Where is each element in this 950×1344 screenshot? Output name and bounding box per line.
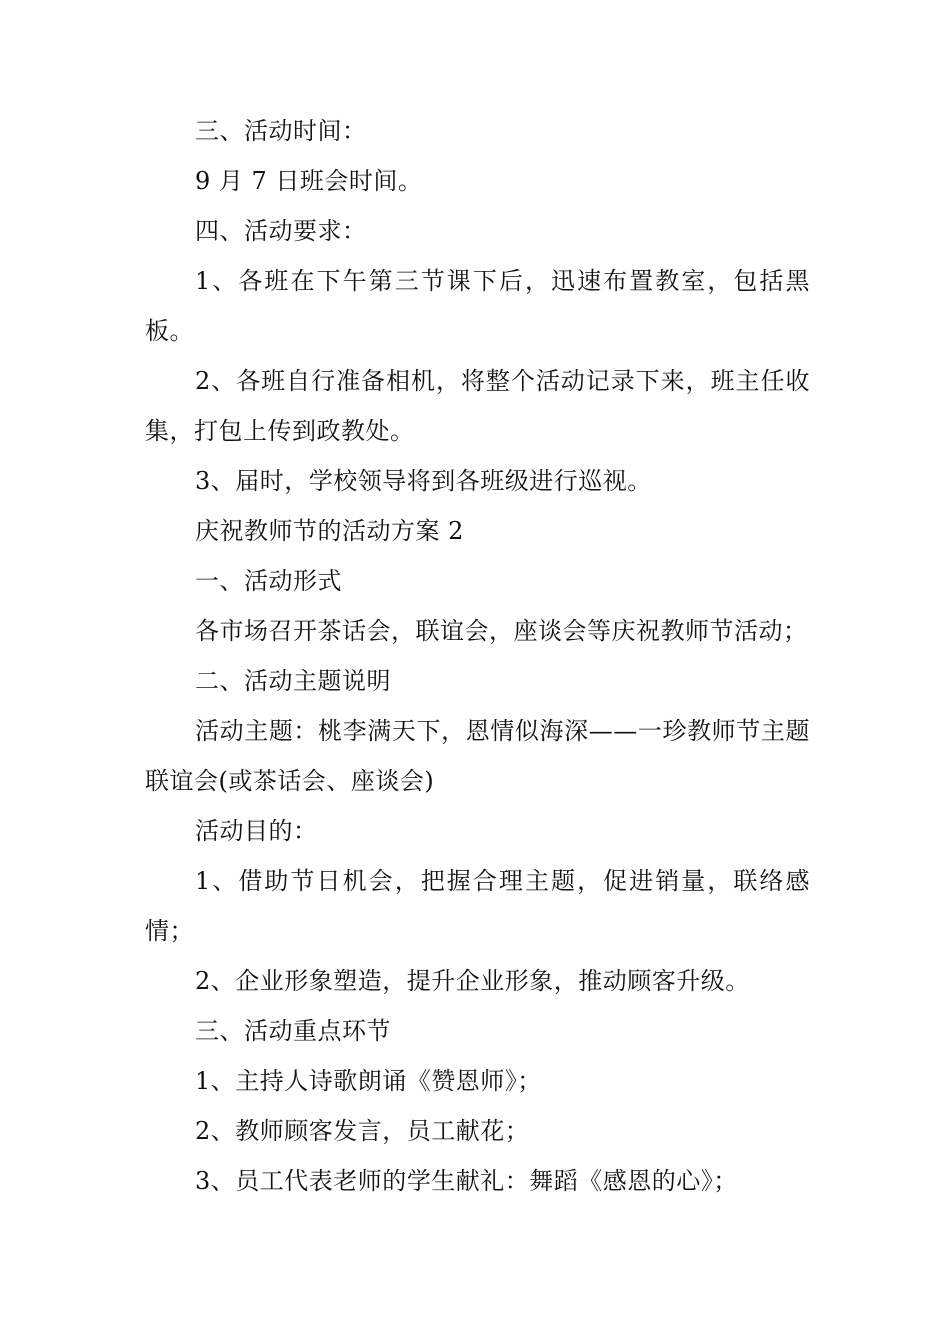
paragraph: 1、各班在下午第三节课下后，迅速布置教室，包括黑板。	[145, 267, 810, 345]
paragraph: 四、活动要求：	[195, 217, 367, 245]
paragraph: 2、企业形象塑造，提升企业形象，推动顾客升级。	[195, 967, 750, 995]
paragraph: 3、员工代表老师的学生献礼：舞蹈《感恩的心》；	[195, 1167, 738, 1195]
paragraph: 三、活动重点环节	[195, 1017, 391, 1045]
paragraph: 活动目的：	[195, 817, 318, 845]
paragraph: 2、各班自行准备相机，将整个活动记录下来，班主任收集，打包上传到政教处。	[145, 367, 810, 445]
paragraph: 1、借助节日机会，把握合理主题，促进销量，联络感情；	[145, 867, 810, 945]
paragraph: 三、活动时间：	[195, 117, 367, 145]
paragraph: 一、活动形式	[195, 567, 342, 595]
paragraph: 活动主题：桃李满天下，恩情似海深——一珍教师节主题联谊会(或茶话会、座谈会)	[145, 717, 810, 795]
document-body	[145, 106, 810, 1206]
paragraph: 2、教师顾客发言，员工献花；	[195, 1117, 530, 1145]
paragraph: 3、届时，学校领导将到各班级进行巡视。	[195, 467, 652, 495]
paragraph: 各市场召开茶话会，联谊会，座谈会等庆祝教师节活动；	[195, 617, 808, 645]
paragraph: 9 月 7 日班会时间。	[195, 167, 423, 195]
paragraph: 1、主持人诗歌朗诵《赞恩师》；	[195, 1067, 542, 1095]
section-title: 庆祝教师节的活动方案 2	[195, 517, 464, 545]
paragraph: 二、活动主题说明	[195, 667, 391, 695]
